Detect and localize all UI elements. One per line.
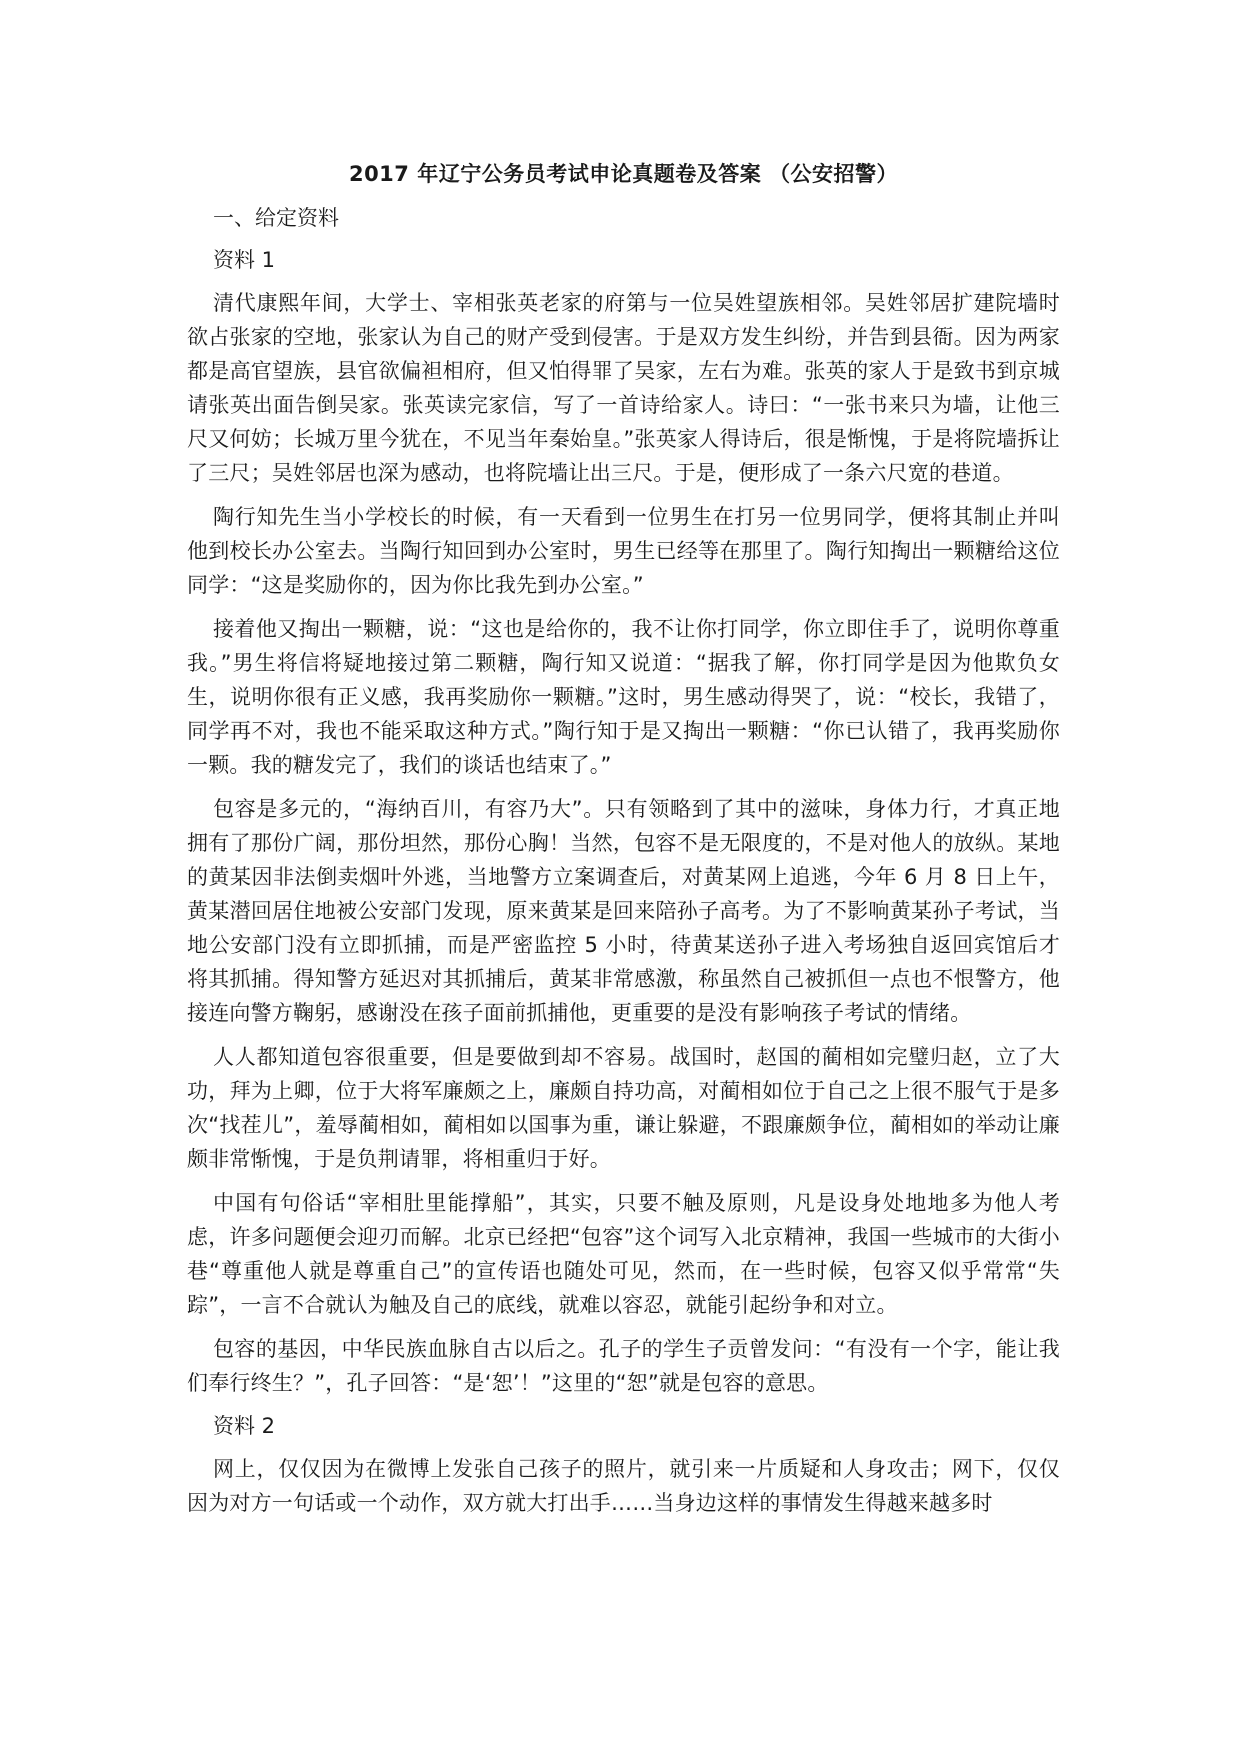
- paragraph: 包容的基因，中华民族血脉自古以后之。孔子的学生子贡曾发问：“有没有一个字，能让我们奉行终生？”，孔子回答：“是‘恕’！”这里的“恕”就是包容的意思。: [187, 1337, 1060, 1395]
- paragraph: 人人都知道包容很重要，但是要做到却不容易。战国时，赵国的蔺相如完璧归赵，立了大功，拜为上卿，位于大将军廉颇之上，廉颇自持功高，对蔺相如位于自己之上很不服气于是多次“找茬儿”，羞辱蔺相如，蔺相如以国事为重，谦让躲避，不跟廉颇争位，蔺相如的举动让廉颇非常惭愧，于是负荆请罪，将相重归于好。: [187, 1045, 1060, 1171]
- paragraph: 陶行知先生当小学校长的时候，有一天看到一位男生在打另一位男同学，便将其制止并叫他到校长办公室去。当陶行知回到办公室时，男生已经等在那里了。陶行知掏出一颗糖给这位同学：“这是奖励你的，因为你比我先到办公室。”: [187, 505, 1060, 597]
- paragraph: 接着他又掏出一颗糖，说：“这也是给你的，我不让你打同学，你立即住手了，说明你尊重我。”男生将信将疑地接过第二颗糖，陶行知又说道：“据我了解，你打同学是因为他欺负女生，说明你很有正义感，我再奖励你一颗糖。”这时，男生感动得哭了，说：“校长，我错了，同学再不对，我也不能采取这种方式。”陶行知于是又掏出一颗糖：“你已认错了，我再奖励你一颗。我的糖发完了，我们的谈话也结束了。”: [187, 617, 1060, 777]
- paragraph: 包容是多元的，“海纳百川，有容乃大”。只有领略到了其中的滋味，身体力行，才真正地拥有了那份广阔，那份坦然，那份心胸！当然，包容不是无限度的，不是对他人的放纵。某地的黄某因非法倒卖烟叶外逃，当地警方立案调查后，对黄某网上追逃，今年 6 月 8 日上午，黄某潜回居住地被公安部门发现，原来黄某是回来陪孙子高考。为了不影响黄某孙子考试，当地公安部门没有立即抓捕，而是严密监控 5 小时，待黄某送孙子进入考场独自返回宾馆后才将其抓捕。得知警方延迟对其抓捕后，黄某非常感激，称虽然自己被抓但一点也不恨警方，他接连向警方鞠躬，感谢没在孩子面前抓捕他，更重要的是没有影响孩子考试的情绪。: [187, 797, 1060, 1025]
- material-1-label: 资料 1: [213, 248, 276, 272]
- paragraph: 网上，仅仅因为在微博上发张自己孩子的照片，就引来一片质疑和人身攻击；网下，仅仅因为对方一句话或一个动作，双方就大打出手……当身边这样的事情发生得越来越多时: [187, 1457, 1060, 1515]
- section-heading: 一、给定资料: [213, 206, 339, 230]
- document-title: 2017 年辽宁公务员考试申论真题卷及答案 （公安招警）: [348, 162, 899, 186]
- paragraph: 清代康熙年间，大学士、宰相张英老家的府第与一位吴姓望族相邻。吴姓邻居扩建院墙时欲占张家的空地，张家认为自己的财产受到侵害。于是双方发生纠纷，并告到县衙。因为两家都是高官望族，县官欲偏袒相府，但又怕得罪了吴家，左右为难。张英的家人于是致书到京城请张英出面告倒吴家。张英读完家信，写了一首诗给家人。诗曰：“一张书来只为墙，让他三尺又何妨；长城万里今犹在，不见当年秦始皇。”张英家人得诗后，很是惭愧，于是将院墙拆让了三尺；吴姓邻居也深为感动，也将院墙让出三尺。于是，便形成了一条六尺宽的巷道。: [187, 291, 1060, 485]
- document-page: [187, 158, 1060, 1530]
- paragraph: 中国有句俗话“宰相肚里能撑船”，其实，只要不触及原则，凡是设身处地地多为他人考虑，许多问题便会迎刃而解。北京已经把“包容”这个词写入北京精神，我国一些城市的大街小巷“尊重他人就是尊重自己”的宣传语也随处可见，然而，在一些时候，包容又似乎常常“失踪”，一言不合就认为触及自己的底线，就难以容忍，就能引起纷争和对立。: [187, 1191, 1060, 1317]
- material-2-label: 资料 2: [213, 1414, 276, 1438]
